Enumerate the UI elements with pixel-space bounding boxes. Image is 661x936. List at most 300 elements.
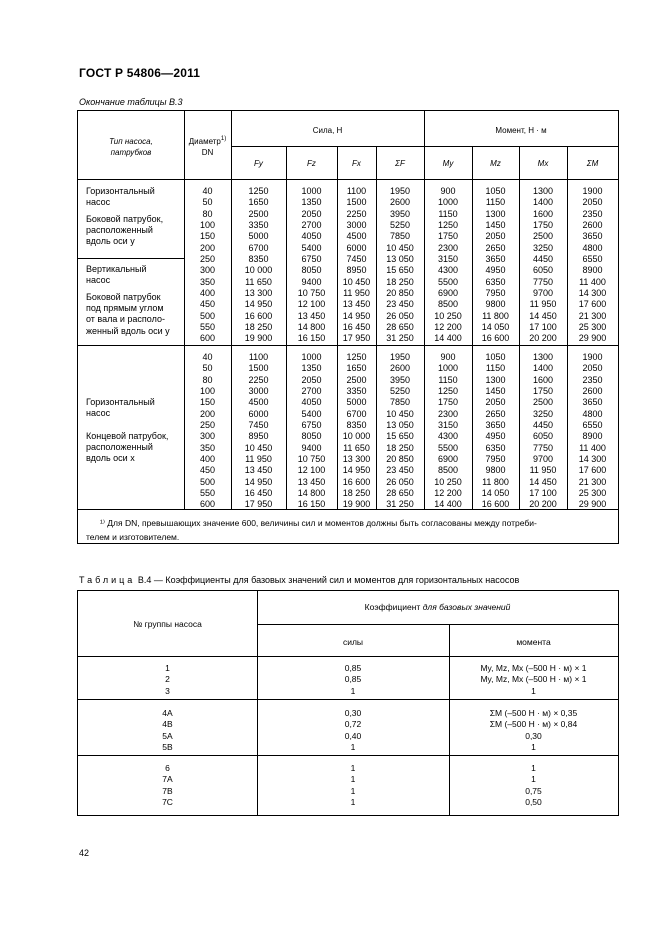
table-cell: ΣM (–500 Н · м) × 0,84 <box>489 719 578 730</box>
table-cell: 1 <box>531 763 536 773</box>
table-cell: 8050 <box>301 431 322 442</box>
table-cell: 150 <box>199 397 216 408</box>
col-head-mz: Mz <box>490 159 501 168</box>
table-cell: 7A <box>162 774 173 785</box>
page-number: 42 <box>79 848 90 858</box>
table-cell: 350 <box>199 276 216 287</box>
table-cell: 11 400 <box>579 442 606 453</box>
table-cell: 1400 <box>532 197 554 208</box>
table-cell: 80 <box>202 208 213 219</box>
table-cell: 4950 <box>485 265 506 276</box>
table-cell: 2050 <box>582 197 603 208</box>
row-label-horizontal-end: Горизонтальный насос Концевой патрубок, расположенный вдоль оси х <box>86 397 169 464</box>
table-cell: 5400 <box>301 408 322 419</box>
table-cell: 28 650 <box>386 488 414 499</box>
table-cell: 19 900 <box>342 499 371 510</box>
table-cell: 12 100 <box>297 299 326 310</box>
table-cell: 4050 <box>301 397 322 408</box>
table-cell: 1750 <box>532 386 554 397</box>
table-cell: 16 450 <box>244 488 273 499</box>
table-cell: 900 <box>440 352 456 362</box>
table-cell: 17 950 <box>342 333 371 344</box>
table-cell: 15 650 <box>386 265 414 276</box>
b3-block1-col-my <box>424 186 472 345</box>
table-cell: 10 450 <box>342 276 371 287</box>
table-cell: 1450 <box>485 386 506 397</box>
table-cell: 7850 <box>389 397 411 408</box>
table-cell: 19 900 <box>244 333 273 344</box>
col-head-sum-f: ΣF <box>395 159 405 168</box>
table-cell: 9700 <box>532 454 554 465</box>
table-cell: 8350 <box>248 254 269 265</box>
table-cell: 14 950 <box>342 465 371 476</box>
table-cell: 4300 <box>437 265 459 276</box>
table-cell: 10 450 <box>386 408 414 419</box>
table-cell: 0,30 <box>344 708 362 718</box>
table-cell: 7750 <box>532 442 554 453</box>
table-cell: 1 <box>350 785 356 796</box>
table-cell: 10 000 <box>342 431 371 442</box>
table-cell: 3 <box>165 685 170 696</box>
table-cell: 1 <box>531 774 536 785</box>
table-cell: 1300 <box>485 374 506 385</box>
table-cell: 2500 <box>346 374 367 385</box>
table-cell: 1250 <box>248 186 269 196</box>
table-cell: 1350 <box>301 197 322 208</box>
table-cell: 10 000 <box>244 265 273 276</box>
table-cell: 17 100 <box>529 488 557 499</box>
col-head-fy: Fy <box>254 159 263 168</box>
table-cell: 6750 <box>301 420 322 431</box>
table-cell: 14 800 <box>297 322 326 333</box>
table-cell: 7450 <box>248 420 269 431</box>
table-cell: 17 100 <box>529 322 557 333</box>
table-cell: 1400 <box>532 363 554 374</box>
table-cell: ΣM (–500 Н · м) × 0,35 <box>489 708 578 718</box>
col-head-diameter: Диаметр$^{1)}$ DN <box>188 136 227 157</box>
table-cell: 0,75 <box>525 785 542 796</box>
table-cell: 2650 <box>485 408 506 419</box>
table-cell: 10 250 <box>434 310 462 321</box>
table-cell: 23 450 <box>386 465 414 476</box>
table-cell: 40 <box>202 352 213 362</box>
table-cell: 7950 <box>485 454 506 465</box>
table-cell: 11 800 <box>482 310 509 321</box>
table-cell: 600 <box>199 499 216 510</box>
table-cell: 4950 <box>485 431 506 442</box>
table-cell: 2600 <box>389 363 411 374</box>
table-cell: 2600 <box>582 220 603 231</box>
b4-row1-groups <box>78 663 257 697</box>
table-cell: 13 050 <box>386 254 414 265</box>
table-cell: 5000 <box>248 231 269 242</box>
table-cell: 9400 <box>301 276 322 287</box>
table-cell: 13 450 <box>342 299 371 310</box>
table-b3 <box>77 110 619 544</box>
table-cell: 5B <box>162 741 173 752</box>
table-cell: 5500 <box>437 276 459 287</box>
table-cell: 17 600 <box>578 299 607 310</box>
table-cell: 21 300 <box>578 310 607 321</box>
table-cell: 4300 <box>437 431 459 442</box>
table-cell: 5400 <box>301 242 322 253</box>
table-cell: 3250 <box>532 242 554 253</box>
table-cell: 1250 <box>437 220 459 231</box>
table-cell: My, Mz, Mx (–500 Н · м) × 1 <box>480 663 587 673</box>
table-cell: 5A <box>162 730 173 741</box>
table-cell: 11 800 <box>482 476 509 487</box>
table-cell: 6550 <box>582 254 603 265</box>
table-cell: 7750 <box>532 276 554 287</box>
table-cell: 9700 <box>532 288 554 299</box>
table-cell: 14 050 <box>481 488 510 499</box>
table-cell: 4800 <box>582 242 603 253</box>
table-cell: 300 <box>199 431 216 442</box>
table-cell: 8900 <box>582 431 603 442</box>
table-cell: 3150 <box>437 254 459 265</box>
table-cell: 2600 <box>582 386 603 397</box>
table-cell: 200 <box>199 242 216 253</box>
table-cell: 1250 <box>346 352 367 362</box>
table-cell: 1900 <box>582 352 603 362</box>
table-cell: 20 200 <box>529 499 557 510</box>
b3-block2-col-fx <box>337 352 376 511</box>
table-cell: 300 <box>199 265 216 276</box>
b3-block2-col-fy <box>231 352 286 511</box>
table-cell: 9400 <box>301 442 322 453</box>
table-cell: 5250 <box>389 386 411 397</box>
document-header: ГОСТ Р 54806—2011 <box>79 66 201 80</box>
row-label-vertical-side: Вертикальный насос Боковой патрубок под прямым углом от вала и располо- женный вдоль оси у <box>86 264 170 336</box>
table-cell: 13 300 <box>244 288 273 299</box>
table-cell: 4B <box>162 719 173 730</box>
table-cell: 31 250 <box>386 333 414 344</box>
table-cell: 13 450 <box>297 310 326 321</box>
table-cell: 500 <box>199 310 216 321</box>
table-cell: 15 650 <box>386 431 414 442</box>
table-cell: 20 850 <box>386 288 414 299</box>
table-cell: 150 <box>199 231 216 242</box>
table-cell: 11 400 <box>579 276 606 287</box>
table-cell: 2050 <box>582 363 603 374</box>
table-cell: 8500 <box>437 299 459 310</box>
table-cell: 550 <box>199 322 216 333</box>
table-cell: 2350 <box>582 208 603 219</box>
table-cell: 7850 <box>389 231 411 242</box>
table-cell: 200 <box>199 408 216 419</box>
table-cell: 25 300 <box>578 322 607 333</box>
table-cell: 2250 <box>248 374 269 385</box>
table-cell: 2050 <box>485 231 506 242</box>
table-b3-footnote: ¹⁾ Для DN, превышающих значение 600, величины сил и моментов должны быть согласованы между потреби- телем и изготовителем. <box>86 518 537 542</box>
table-cell: 6050 <box>532 431 554 442</box>
table-cell: 5000 <box>346 397 367 408</box>
table-cell: 2050 <box>301 374 322 385</box>
table-cell: 100 <box>199 220 216 231</box>
b3-block1-col-sf <box>376 186 424 345</box>
col-head-group-no: № группы насоса <box>133 619 202 629</box>
table-cell: 0,72 <box>344 719 362 730</box>
row-label-horizontal-side: Горизонтальный насос Боковой патрубок, расположенный вдоль оси у <box>86 186 164 247</box>
table-cell: 1500 <box>248 363 269 374</box>
table-cell: 6900 <box>437 454 459 465</box>
col-head-forces: силы <box>342 637 364 647</box>
b4-row1-moments <box>449 663 618 697</box>
table-cell: 7450 <box>346 254 367 265</box>
table-cell: 2250 <box>346 208 367 219</box>
table-cell: 1300 <box>532 186 554 196</box>
table-cell: 14 950 <box>342 310 371 321</box>
table-cell: 8500 <box>437 465 459 476</box>
table-cell: 3650 <box>582 397 603 408</box>
table-cell: 1150 <box>438 208 458 219</box>
table-cell: 11 650 <box>343 442 370 453</box>
table-cell: 3350 <box>248 220 269 231</box>
b3-block1-col-mz <box>472 186 519 345</box>
table-cell: 3950 <box>389 208 411 219</box>
table-cell: 1150 <box>438 374 458 385</box>
b3-block2-col-my <box>424 352 472 511</box>
table-cell: 2500 <box>532 231 554 242</box>
table-cell: 1300 <box>532 352 554 362</box>
table-cell: 500 <box>199 476 216 487</box>
table-cell: 0,40 <box>344 730 362 741</box>
table-cell: 16 150 <box>297 499 326 510</box>
table-cell: 7C <box>162 796 173 807</box>
table-cell: 1000 <box>437 197 459 208</box>
table-cell: 16 600 <box>342 476 371 487</box>
table-cell: 14 450 <box>529 310 557 321</box>
table-cell: 10 450 <box>386 242 414 253</box>
table-cell: 4450 <box>532 254 554 265</box>
table-cell: 1000 <box>301 352 322 362</box>
table-cell: 3000 <box>346 220 367 231</box>
table-cell: 13 450 <box>244 465 273 476</box>
table-cell: 25 300 <box>578 488 607 499</box>
table-cell: 1 <box>350 741 356 752</box>
table-cell: 1900 <box>582 186 603 196</box>
table-cell: 6550 <box>582 420 603 431</box>
table-cell: 1 <box>350 685 356 696</box>
table-cell: 50 <box>202 197 213 208</box>
table-cell: 450 <box>199 465 216 476</box>
table-cell: 1950 <box>389 352 411 362</box>
table-cell: 1000 <box>437 363 459 374</box>
table-cell: 1 <box>350 774 356 785</box>
table-cell: 4800 <box>582 408 603 419</box>
table-cell: 8050 <box>301 265 322 276</box>
table-cell: 14 400 <box>434 499 462 510</box>
table-cell: 1050 <box>485 352 506 362</box>
table-cell: 12 100 <box>297 465 326 476</box>
table-cell: 1750 <box>437 231 459 242</box>
b3-block2-col-sm <box>567 352 618 511</box>
table-cell: 4500 <box>248 397 269 408</box>
table-cell: 1 <box>531 685 536 696</box>
b4-row2-forces <box>257 708 449 753</box>
table-cell: 1150 <box>485 197 506 208</box>
table-cell: 7B <box>162 785 173 796</box>
table-cell: 3250 <box>532 408 554 419</box>
table-cell: 550 <box>199 488 216 499</box>
table-cell: 17 600 <box>578 465 607 476</box>
table-cell: 1650 <box>346 363 367 374</box>
table-cell: 1750 <box>437 397 459 408</box>
table-cell: 6000 <box>346 242 367 253</box>
table-cell: 23 450 <box>386 299 414 310</box>
table-cell: 400 <box>199 454 216 465</box>
table-b3-caption: Окончание таблицы В.3 <box>79 97 183 107</box>
table-cell: 6050 <box>532 265 554 276</box>
table-cell: 14 300 <box>578 288 607 299</box>
table-cell: 8950 <box>346 265 367 276</box>
table-cell: 0,30 <box>525 730 542 741</box>
table-cell: 11 950 <box>245 454 272 465</box>
table-cell: 16 600 <box>244 310 273 321</box>
table-cell: 18 250 <box>386 442 414 453</box>
b3-block1-col-fx <box>337 186 376 345</box>
table-cell: 31 250 <box>386 499 414 510</box>
table-cell: 1100 <box>248 352 269 362</box>
b3-block1-col-mx <box>519 186 567 345</box>
table-cell: 0,85 <box>344 663 362 673</box>
table-cell: 3000 <box>248 386 269 397</box>
table-cell: 2 <box>165 674 170 685</box>
table-cell: 1350 <box>301 363 322 374</box>
table-cell: 6350 <box>485 442 506 453</box>
table-cell: 100 <box>199 386 216 397</box>
table-cell: 29 900 <box>578 333 607 344</box>
col-head-fz: Fz <box>307 159 316 168</box>
table-cell: 16 600 <box>481 333 510 344</box>
table-cell: 600 <box>199 333 216 344</box>
table-cell: 80 <box>202 374 213 385</box>
table-cell: 2300 <box>437 242 459 253</box>
b4-row2-groups <box>78 708 257 753</box>
table-cell: 2050 <box>301 208 322 219</box>
table-cell: 2700 <box>301 386 322 397</box>
table-cell: 2050 <box>485 397 506 408</box>
table-cell: 2650 <box>485 242 506 253</box>
table-cell: 10 250 <box>434 476 462 487</box>
table-cell: 6000 <box>248 408 269 419</box>
b3-block1-col-fz <box>286 186 337 345</box>
table-cell: 6900 <box>437 288 459 299</box>
table-cell: 6700 <box>248 242 269 253</box>
table-cell: 3650 <box>485 420 506 431</box>
table-cell: 14 300 <box>578 454 607 465</box>
table-cell: 16 600 <box>481 499 510 510</box>
table-cell: 6700 <box>346 408 367 419</box>
table-cell: 11 650 <box>245 276 272 287</box>
table-cell: 1100 <box>346 186 367 196</box>
table-cell: 1600 <box>532 374 554 385</box>
table-cell: 9800 <box>485 299 506 310</box>
table-cell: 0,50 <box>525 796 542 807</box>
table-cell: 4A <box>162 708 173 718</box>
table-cell: My, Mz, Mx (–500 Н · м) × 1 <box>480 674 587 685</box>
col-head-fx: Fx <box>352 159 361 168</box>
table-cell: 2350 <box>582 374 603 385</box>
table-cell: 16 450 <box>342 322 371 333</box>
table-cell: 40 <box>202 186 213 196</box>
table-cell: 20 850 <box>386 454 414 465</box>
table-cell: 2600 <box>389 197 411 208</box>
table-cell: 3650 <box>485 254 506 265</box>
table-cell: 7950 <box>485 288 506 299</box>
table-cell: 1 <box>531 741 536 752</box>
table-cell: 14 950 <box>244 299 273 310</box>
table-cell: 1 <box>350 796 356 807</box>
table-cell: 50 <box>202 363 213 374</box>
table-cell: 17 950 <box>244 499 273 510</box>
b3-block1-col-fy <box>231 186 286 345</box>
table-cell: 26 050 <box>386 476 414 487</box>
table-cell: 28 650 <box>386 322 414 333</box>
b4-row3-moments <box>449 763 618 808</box>
table-cell: 450 <box>199 299 216 310</box>
table-cell: 5500 <box>437 442 459 453</box>
b3-block2-col-mz <box>472 352 519 511</box>
col-head-my: My <box>442 159 454 168</box>
table-cell: 11 950 <box>529 465 557 476</box>
b3-block1-col-dn <box>184 186 231 345</box>
table-cell: 4450 <box>532 420 554 431</box>
table-cell: 13 300 <box>342 454 371 465</box>
col-head-sum-m: ΣM <box>586 159 599 168</box>
table-cell: 2500 <box>532 397 554 408</box>
table-cell: 12 200 <box>434 488 462 499</box>
col-head-moments: момента <box>516 637 551 647</box>
table-cell: 3150 <box>437 420 459 431</box>
table-cell: 18 250 <box>386 276 414 287</box>
table-cell: 1450 <box>485 220 506 231</box>
table-cell: 400 <box>199 288 216 299</box>
b4-row3-groups <box>78 763 257 808</box>
b3-block2-col-fz <box>286 352 337 511</box>
col-head-coefficient: Коэффициент для базовых значений <box>364 602 511 612</box>
table-cell: 1050 <box>485 186 506 196</box>
table-cell: 20 200 <box>529 333 557 344</box>
table-cell: 1500 <box>346 197 367 208</box>
b4-row2-moments <box>449 708 618 753</box>
col-head-force: Сила, Н <box>312 126 343 135</box>
b3-block2-col-mx <box>519 352 567 511</box>
table-cell: 1750 <box>532 220 554 231</box>
table-cell: 1250 <box>437 386 459 397</box>
table-cell: 14 800 <box>297 488 326 499</box>
table-cell: 29 900 <box>578 499 607 510</box>
table-cell: 11 950 <box>529 299 557 310</box>
table-cell: 21 300 <box>578 476 607 487</box>
table-cell: 12 200 <box>434 322 462 333</box>
table-cell: 1000 <box>301 186 322 196</box>
table-cell: 14 400 <box>434 333 462 344</box>
b4-row1-forces <box>257 663 449 697</box>
b4-row3-forces <box>257 763 449 808</box>
table-cell: 10 750 <box>297 288 326 299</box>
table-cell: 18 250 <box>244 322 273 333</box>
table-cell: 1 <box>165 663 170 673</box>
table-b4 <box>77 590 619 816</box>
table-cell: 13 450 <box>297 476 326 487</box>
table-cell: 3350 <box>346 386 367 397</box>
table-cell: 8350 <box>346 420 367 431</box>
table-cell: 11 950 <box>343 288 370 299</box>
table-cell: 350 <box>199 442 216 453</box>
table-cell: 2300 <box>437 408 459 419</box>
table-cell: 1650 <box>248 197 269 208</box>
